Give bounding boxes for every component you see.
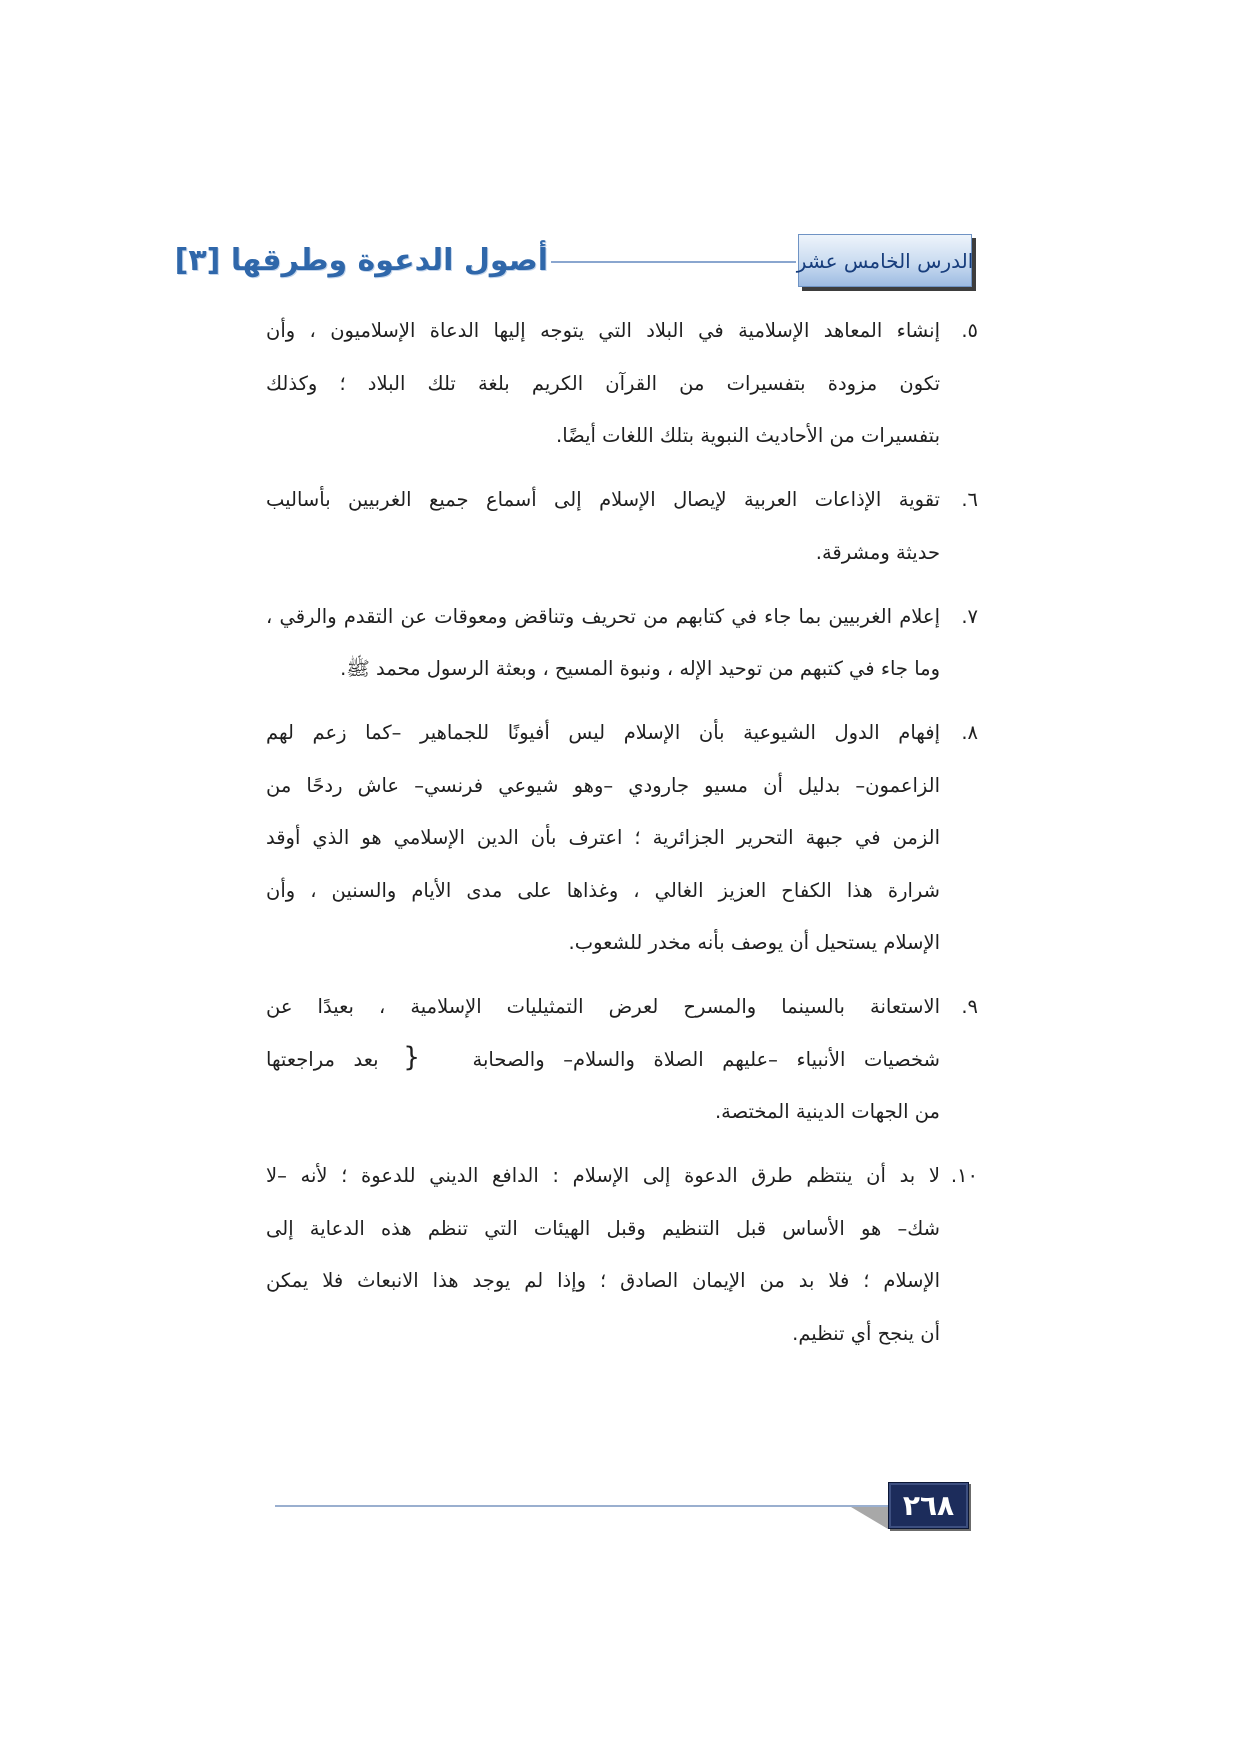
honorific-glyph: }: [403, 1042, 420, 1073]
page-number-box: [888, 1482, 969, 1529]
item-line: [266, 1034, 940, 1087]
item-line: شرارة هذا الكفاح العزيز الغالي ، وغذاها على مدى الأيام والسنين ، وأن: [266, 878, 940, 902]
list-item: [266, 591, 978, 696]
item-line: الاستعانة بالسينما والمسرح لعرض التمثيليات الإسلامية ، بعيدًا عن: [266, 995, 940, 1018]
numbered-list: [266, 305, 978, 1372]
item-number: ٧.: [961, 604, 978, 628]
lesson-label: الدرس الخامس عشر: [796, 248, 974, 273]
page-number: ٢٦٨: [902, 1489, 955, 1522]
item-line: إفهام الدول الشيوعية بأن الإسلام ليس أفيونًا للجماهير –كما زعم لهم: [266, 721, 940, 744]
lesson-label-box: [798, 234, 972, 287]
chapter-title: أصول الدعوة وطرقها [٣]: [174, 243, 548, 278]
item-line: بتفسيرات من الأحاديث النبوية بتلك اللغات أيضًا.: [556, 424, 940, 447]
item-line: لا بد أن ينتظم طرق الدعوة إلى الإسلام : الدافع الديني للدعوة ؛ لأنه –لا: [266, 1164, 940, 1187]
footer-divider: [275, 1505, 888, 1507]
list-item: [266, 474, 978, 579]
item-line: تكون مزودة بتفسيرات من القرآن الكريم بلغة تلك البلاد ؛ وكذلك: [266, 371, 940, 395]
item-number: ٩.: [961, 995, 978, 1018]
list-item: [266, 707, 978, 970]
item-number: ٥.: [961, 319, 978, 342]
item-number: ٨.: [961, 721, 978, 744]
item-line: الإسلام يستحيل أن يوصف بأنه مخدر للشعوب.: [568, 931, 940, 954]
item-number: ٦.: [961, 488, 978, 511]
list-item: [266, 305, 978, 463]
item-line: الإسلام ؛ فلا بد من الإيمان الصادق ؛ وإذا لم يوجد هذا الانبعاث فلا يمكن: [266, 1269, 940, 1292]
header-divider: [551, 261, 796, 263]
item-line: أن ينجح أي تنظيم.: [792, 1321, 940, 1345]
list-item: [266, 981, 978, 1139]
item-line-segment: شخصيات الأنبياء –عليهم الصلاة والسلام– والصحابة: [472, 1047, 940, 1071]
list-item: [266, 1150, 978, 1360]
item-line-segment: بعد مراجعتها: [266, 1047, 379, 1071]
item-line: من الجهات الدينية المختصة.: [714, 1100, 940, 1123]
item-line: إعلام الغربيين بما جاء في كتابهم من تحريف وتناقض ومعوقات عن التقدم والرقي ،: [266, 604, 940, 628]
item-number: ١٠.: [950, 1164, 978, 1187]
item-line: تقوية الإذاعات العربية لإيصال الإسلام إلى أسماع جميع الغربيين بأساليب: [266, 488, 940, 511]
item-line: إنشاء المعاهد الإسلامية في البلاد التي يتوجه إليها الدعاة الإسلاميون ، وأن: [266, 319, 940, 342]
item-line: شك– هو الأساس قبل التنظيم وقبل الهيئات التي تنظم هذه الدعاية إلى: [266, 1216, 940, 1240]
item-line: وما جاء في كتبهم من توحيد الإله ، ونبوة المسيح ، وبعثة الرسول محمد ﷺ.: [340, 657, 940, 680]
item-line: حديثة ومشرقة.: [815, 540, 940, 564]
item-line: الزاعمون– بدليل أن مسيو جارودي –وهو شيوعي فرنسي– عاش ردحًا من: [266, 773, 940, 797]
footer-shadow-wedge: [851, 1507, 888, 1529]
item-line: الزمن في جبهة التحرير الجزائرية ؛ اعترف بأن الدين الإسلامي هو الذي أوقد: [266, 826, 940, 849]
